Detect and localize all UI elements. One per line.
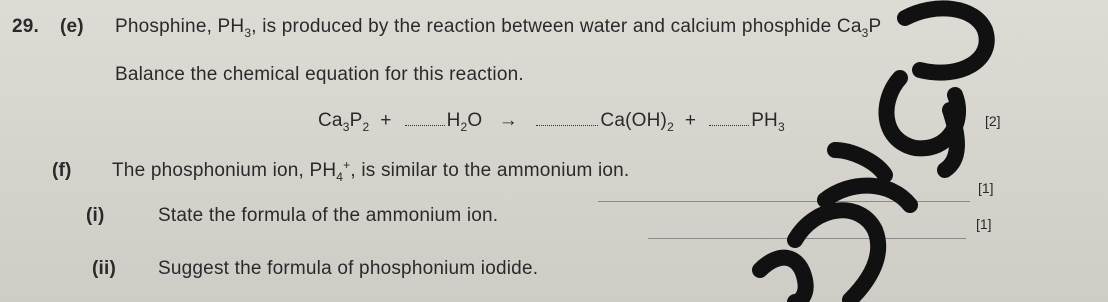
reactant-ca3p2: $Ca_3P_2$	[318, 110, 370, 134]
question-ii-text: Suggest the formula of phosphonium iodide.	[158, 258, 539, 279]
part-e-marks: [2]	[985, 113, 1001, 129]
question-i-text: State the formula of the ammonium ion.	[158, 205, 499, 226]
product-ph3: $PH_3$	[751, 110, 785, 134]
question-i-marks: [1]	[978, 180, 994, 196]
part-e-label: (e)	[60, 16, 84, 37]
question-number: 29.	[12, 16, 40, 37]
question-ii-marks: [1]	[976, 216, 992, 232]
question-ii-label: (ii)	[92, 258, 117, 279]
part-e-intro: Phosphine, $PH_3$, is produced by the reaction between water and calcium phosphide $Ca_3P$	[115, 16, 882, 40]
part-f-label: (f)	[52, 160, 72, 181]
question-i-label: (i)	[86, 205, 105, 226]
reaction-arrow: →	[498, 110, 518, 131]
part-f-intro: The phosphonium ion, $PH_4^+$, is similar to the ammonium ion.	[112, 158, 630, 184]
balance-instruction: Balance the chemical equation for this reaction.	[115, 64, 524, 85]
chemical-equation: $Ca_3P_2 + H_2O$ → $Ca(OH)_2 + PH_3$	[318, 110, 785, 134]
reactant-water: $H_2O$	[446, 110, 483, 134]
product-caoh2: $Ca(OH)_2$	[600, 110, 674, 134]
